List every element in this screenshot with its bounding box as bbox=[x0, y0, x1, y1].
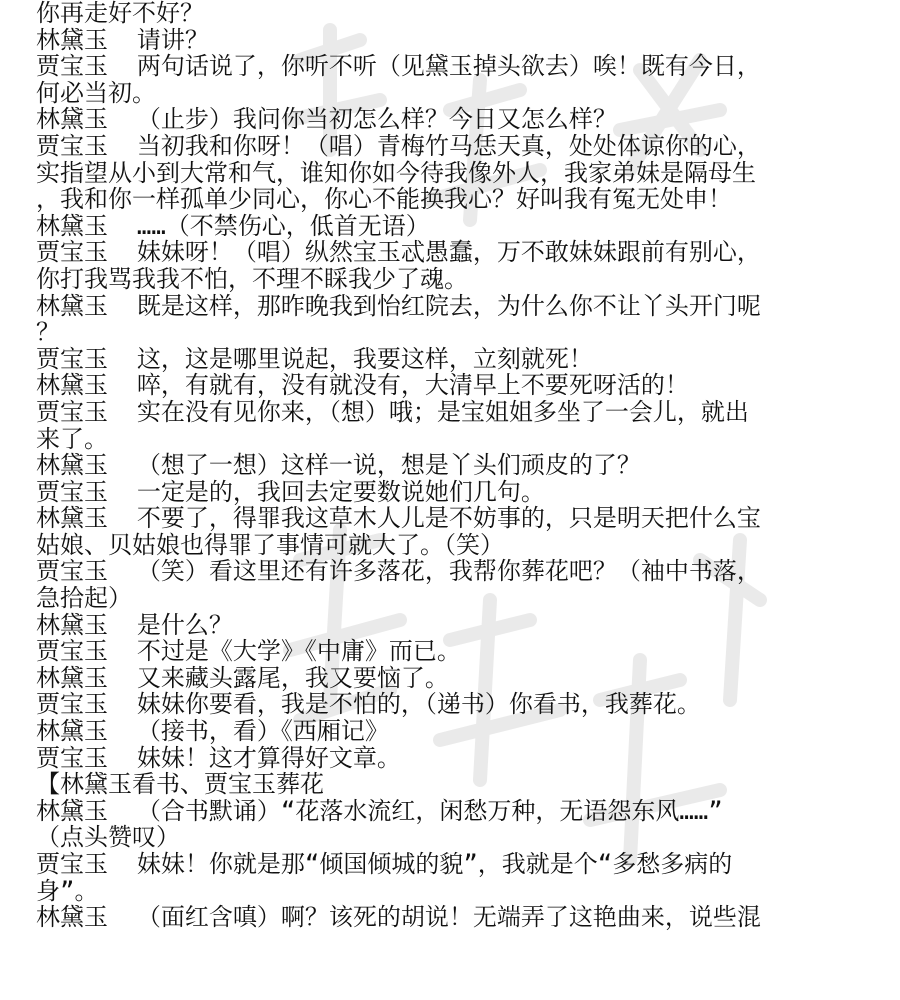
script-line: 林黛玉 又来藏头露尾，我又要恼了。 bbox=[36, 663, 449, 692]
script-line: 林黛玉 请讲？ bbox=[36, 25, 209, 54]
script-line: 何必当初。 bbox=[36, 78, 156, 107]
script-line: 贾宝玉 妹妹你要看，我是不怕的，（递书）你看书，我葬花。 bbox=[36, 690, 701, 719]
script-line: 【林黛玉看书、贾宝玉葬花 bbox=[36, 770, 324, 799]
script-line: 身”。 bbox=[36, 876, 99, 905]
script-line: 林黛玉 既是这样，那昨晚我到怡红院去，为什么你不让丫头开门呢 bbox=[36, 291, 761, 320]
script-line: 来了。 bbox=[36, 424, 108, 453]
script-line: 贾宝玉 （笑）看这里还有许多落花，我帮你葬花吧？（袖中书落， bbox=[36, 557, 761, 586]
script-line: 实指望从小到大常和气，谁知你如今待我像外人，我家弟妹是隔母生 bbox=[36, 158, 756, 187]
script-line: （点头赞叹） bbox=[36, 823, 180, 852]
script-line: 你再走好不好？ bbox=[36, 0, 204, 27]
script-line: 急拾起） bbox=[36, 584, 132, 613]
script-line: 贾宝玉 实在没有见你来，（想）哦；是宝姐姐多坐了一会儿，就出 bbox=[36, 397, 749, 426]
script-line: 林黛玉 （接书，看）《西厢记》 bbox=[36, 717, 389, 746]
script-line: 林黛玉 （想了一想）这样一说，想是丫头们顽皮的了？ bbox=[36, 451, 641, 480]
script-line: 林黛玉 （合书默诵）“花落水流红，闲愁万种，无语怨东风……” bbox=[36, 796, 723, 825]
script-line: 姑娘、贝姑娘也得罪了事情可就大了。（笑） bbox=[36, 530, 504, 559]
script-line: 林黛玉 不要了，得罪我这草木人儿是不妨事的，只是明天把什么宝 bbox=[36, 504, 761, 533]
script-line: 贾宝玉 这，这是哪里说起，我要这样，立刻就死！ bbox=[36, 344, 593, 373]
script-line: 林黛玉 啐，有就有，没有就没有，大清早上不要死呀活的！ bbox=[36, 371, 689, 400]
script-line: 贾宝玉 一定是的，我回去定要数说她们几句。 bbox=[36, 477, 545, 506]
script-line: 你打我骂我我不怕，不理不睬我少了魂。 bbox=[36, 264, 468, 293]
script-line: 林黛玉 是什么？ bbox=[36, 610, 233, 639]
script-line: 林黛玉 （止步）我问你当初怎么样？今日又怎么样？ bbox=[36, 105, 617, 134]
script-line: 林黛玉 ……（不禁伤心，低首无语） bbox=[36, 211, 430, 240]
script-line: 林黛玉 （面红含嗔）啊？该死的胡说！无端弄了这艳曲来，说些混 bbox=[36, 903, 761, 932]
script-line: ？ bbox=[36, 318, 60, 347]
script-line: 贾宝玉 妹妹呀！（唱）纵然宝玉忒愚蠢，万不敢妹妹跟前有别心， bbox=[36, 238, 761, 267]
script-text-block bbox=[36, 0, 886, 931]
script-line: 贾宝玉 妹妹！这才算得好文章。 bbox=[36, 743, 401, 772]
script-line: 贾宝玉 两句话说了，你听不听（见黛玉掉头欲去）唉！既有今日， bbox=[36, 52, 761, 81]
script-line: 贾宝玉 不过是《大学》《中庸》而已。 bbox=[36, 637, 461, 666]
script-line: ，我和你一样孤单少同心，你心不能换我心？好叫我有冤无处申！ bbox=[36, 185, 732, 214]
script-line: 贾宝玉 当初我和你呀！（唱）青梅竹马恁天真，处处体谅你的心， bbox=[36, 131, 761, 160]
script-line: 贾宝玉 妹妹！你就是那“倾国倾城的貌”，我就是个“多愁多病的 bbox=[36, 850, 733, 878]
